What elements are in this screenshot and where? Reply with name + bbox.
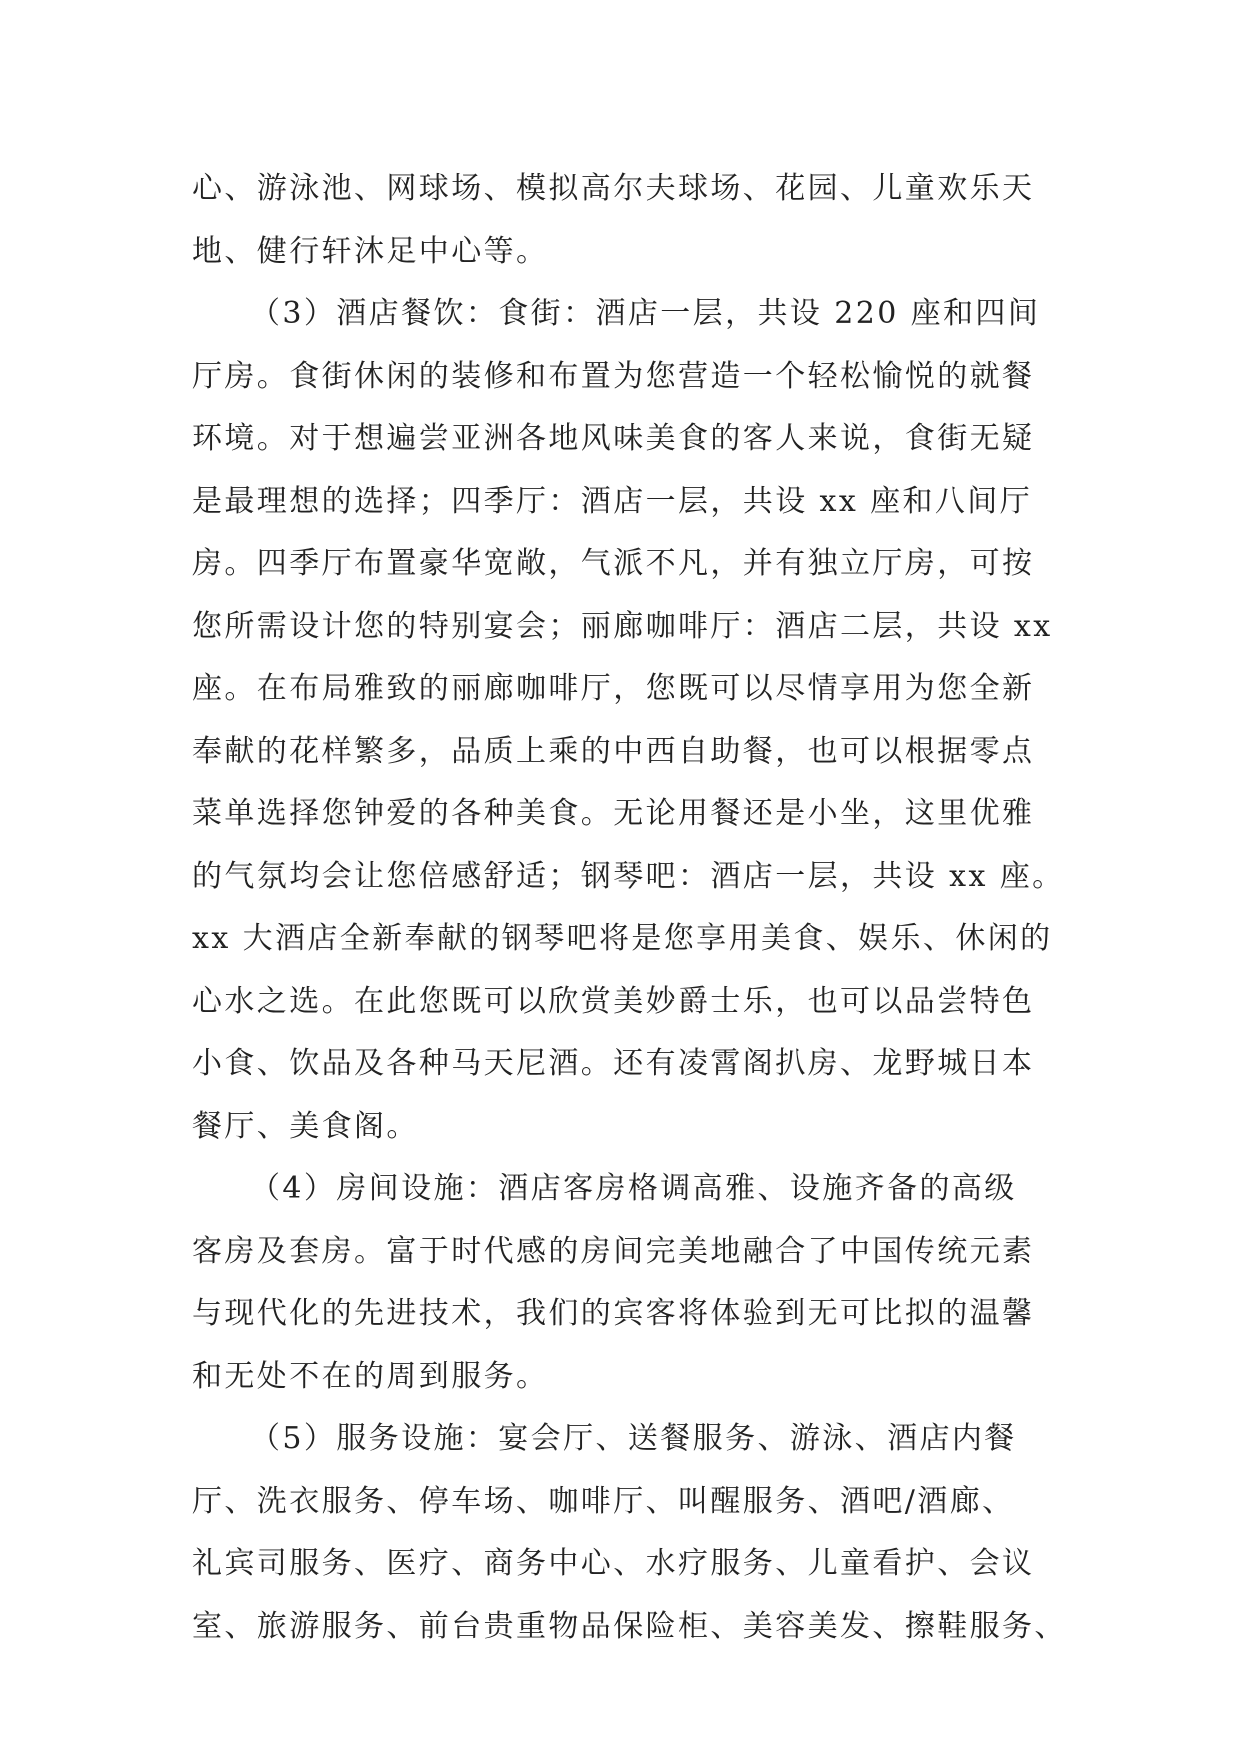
text-line: 厅、洗衣服务、停车场、咖啡厅、叫醒服务、酒吧/酒廊、 (192, 1483, 1015, 1519)
text-line: 的气氛均会让您倍感舒适；钢琴吧：酒店一层，共设 xx 座。 (192, 858, 1065, 894)
text-line: 和无处不在的周到服务。 (192, 1358, 549, 1394)
text-line: 您所需设计您的特别宴会；丽廊咖啡厅：酒店二层，共设 xx (192, 608, 1053, 644)
text-line: 心水之选。在此您既可以欣赏美妙爵士乐，也可以品尝特色 (192, 983, 1035, 1019)
text-line: 房。四季厅布置豪华宽敞，气派不凡，并有独立厅房，可按 (192, 546, 1035, 581)
text-line: 心、游泳池、网球场、模拟高尔夫球场、花园、儿童欢乐天 (192, 171, 1035, 206)
text-line: 礼宾司服务、医疗、商务中心、水疗服务、儿童看护、会议 (192, 1546, 1035, 1581)
paragraph-heading-rooms: （4）房间设施：酒店客房格调高雅、设施齐备的高级 (250, 1171, 1017, 1206)
text-line: 环境。对于想遍尝亚洲各地风味美食的客人来说，食街无疑 (192, 421, 1035, 456)
paragraph-heading-services: （5）服务设施：宴会厅、送餐服务、游泳、酒店内餐 (250, 1421, 1017, 1456)
text-line: 厅房。食街休闲的装修和布置为您营造一个轻松愉悦的就餐 (192, 358, 1035, 394)
text-line: 餐厅、美食阁。 (192, 1108, 419, 1144)
text-line: 菜单选择您钟爱的各种美食。无论用餐还是小坐，这里优雅 (192, 796, 1035, 831)
text-line: 与现代化的先进技术，我们的宾客将体验到无可比拟的温馨 (192, 1296, 1035, 1331)
text-line: xx 大酒店全新奉献的钢琴吧将是您享用美食、娱乐、休闲的 (192, 921, 1053, 956)
text-line: 地、健行轩沐足中心等。 (192, 233, 549, 269)
text-line: 奉献的花样繁多，品质上乘的中西自助餐，也可以根据零点 (192, 733, 1035, 769)
text-line: 是最理想的选择；四季厅：酒店一层，共设 xx 座和八间厅 (192, 483, 1033, 519)
body-text (192, 158, 1067, 1658)
paragraph-heading-dining: （3）酒店餐饮：食街：酒店一层，共设 220 座和四间 (250, 296, 1041, 331)
text-line: 客房及套房。富于时代感的房间完美地融合了中国传统元素 (192, 1233, 1035, 1269)
text-line: 座。在布局雅致的丽廊咖啡厅，您既可以尽情享用为您全新 (192, 671, 1035, 706)
text-line: 室、旅游服务、前台贵重物品保险柜、美容美发、擦鞋服务、 (192, 1608, 1067, 1644)
text-line: 小食、饮品及各种马天尼酒。还有凌霄阁扒房、龙野城日本 (192, 1046, 1035, 1081)
